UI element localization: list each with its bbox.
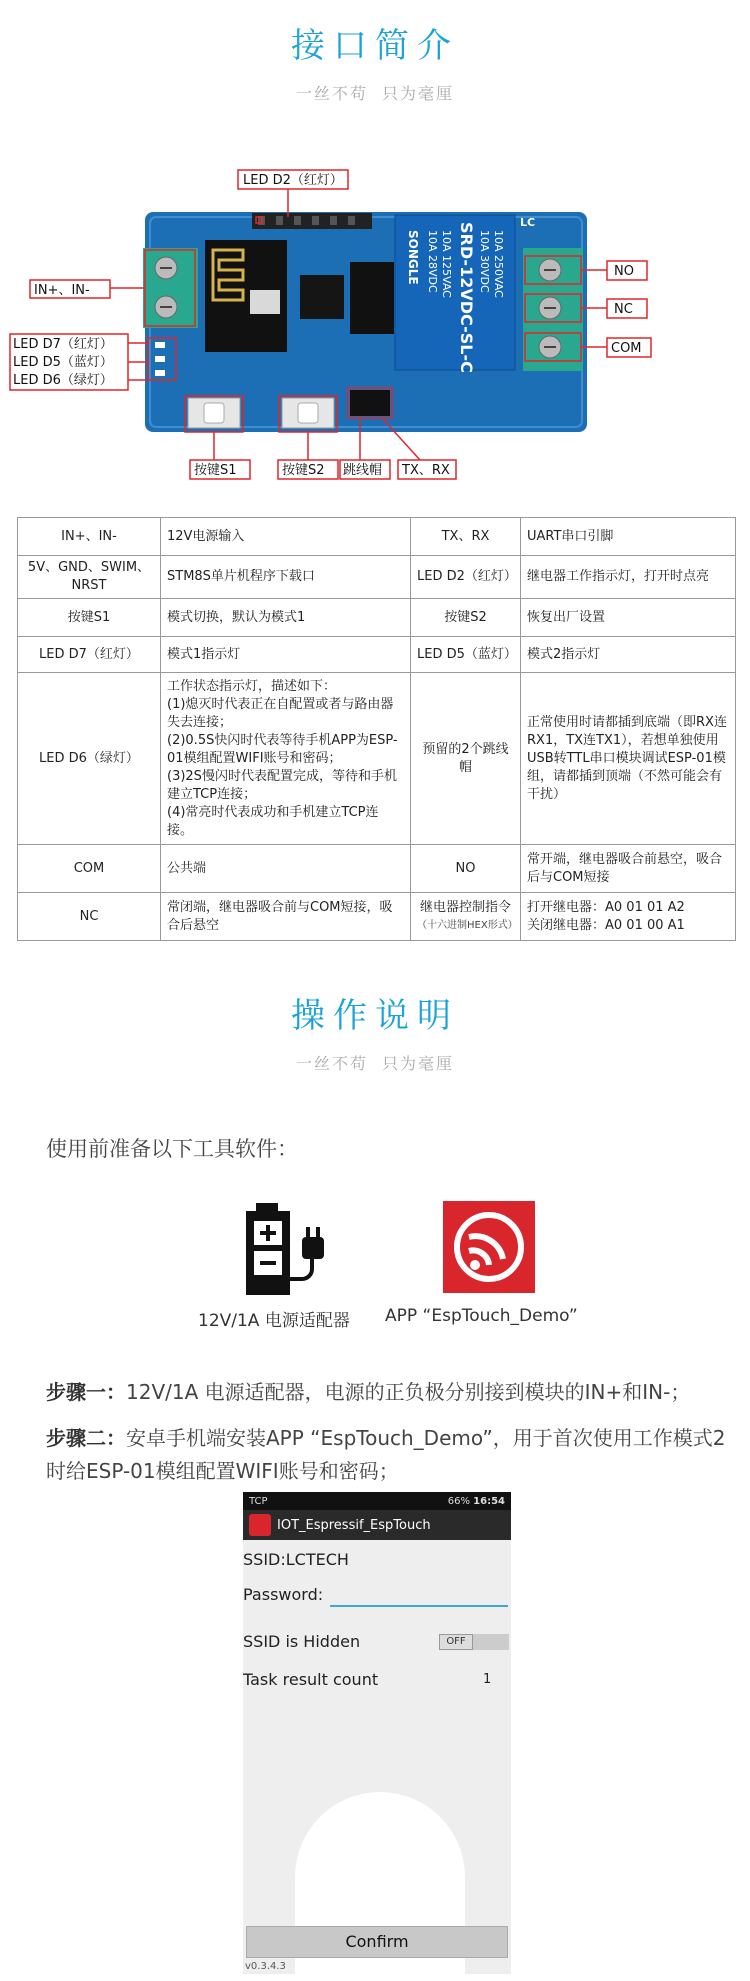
prep-text: 使用前准备以下工具软件：	[46, 1137, 298, 1161]
table-row	[18, 599, 736, 637]
table-row	[18, 556, 736, 599]
app-label: APP “EspTouch_Demo”	[385, 1306, 578, 1326]
section-title: 操作说明	[291, 996, 459, 1036]
table-cell: 打开继电器：A0 01 01 A2 关闭继电器：A0 01 00 A1	[521, 893, 736, 941]
section-subtitle: 一丝不苟 只为毫厘	[295, 84, 455, 103]
table-cell: LED D5（蓝灯）	[411, 637, 521, 673]
status-left: TCP	[249, 1495, 268, 1507]
confirm-button[interactable]: Confirm	[246, 1926, 508, 1958]
jumper-graphic	[350, 390, 390, 416]
table-cell: 常开端，继电器吸合前悬空，吸合后与COM短接	[521, 845, 736, 893]
password-input[interactable]	[330, 1605, 508, 1607]
label-led-d5: LED D5（蓝灯）	[13, 355, 113, 370]
status-bar	[243, 1492, 511, 1510]
table-cell: 12V电源输入	[161, 518, 411, 556]
task-count-label: Task result count	[243, 1670, 379, 1689]
lc-mark: LC	[520, 216, 536, 229]
table-cell: UART串口引脚	[521, 518, 736, 556]
relay-brand: SONGLE	[406, 230, 420, 285]
esptouch-logo-icon	[249, 1514, 271, 1536]
relay-text-2: 10A 30VDC	[478, 230, 491, 293]
section-subtitle: 一丝不苟 只为毫厘	[295, 1054, 455, 1073]
power-adapter-label: 12V/1A 电源适配器	[198, 1311, 350, 1331]
table-row	[18, 845, 736, 893]
section-title: 接口简介	[291, 26, 459, 66]
table-cell: 按键S1	[18, 599, 161, 637]
ssid-hidden-toggle[interactable]: OFF	[439, 1634, 509, 1650]
table-row	[18, 518, 736, 556]
app-title: IOT_Espressif_EspTouch	[277, 1517, 431, 1533]
table-cell: 模式切换，默认为模式1	[161, 599, 411, 637]
table-row	[18, 673, 736, 845]
interface-spec-table	[17, 517, 736, 941]
relay-text-4: 10A 125VAC	[440, 230, 453, 298]
ssid-hidden-label: SSID is Hidden	[243, 1632, 361, 1651]
label-key-s1: 按键S1	[194, 463, 237, 478]
section-header-operation	[0, 988, 750, 1074]
mcu-chip	[300, 275, 344, 319]
label-in: IN+、IN-	[34, 283, 90, 298]
password-label: Password:	[243, 1585, 324, 1604]
section-header-interface	[0, 18, 750, 104]
table-cell: 工作状态指示灯，描述如下： (1)熄灭时代表正在自配置或者与路由器失去连接； (2)0.5S快闪时代表等待手机APP为ESP-01模组配置WIFI账号和密码； (3)2S慢闪时代表配置完成，等待和手机建立TCP连接； (4)常亮时代表成功和手机建立TCP连接。	[161, 673, 411, 845]
relay-model: SRD-12VDC-SL-C	[457, 222, 476, 373]
table-cell: 模式2指示灯	[521, 637, 736, 673]
app-bar	[243, 1510, 511, 1540]
table-cell: STM8S单片机程序下载口	[161, 556, 411, 599]
relay-board-illustration	[0, 160, 750, 490]
label-nc: NC	[614, 302, 633, 317]
table-cell: LED D2（红灯）	[411, 556, 521, 599]
label-txrx: TX、RX	[402, 463, 450, 478]
table-cell: 继电器控制指令 （十六进制HEX形式）	[411, 893, 521, 941]
table-cell: COM	[18, 845, 161, 893]
ssid-label: SSID:LCTECH	[243, 1550, 349, 1569]
table-cell: 继电器工作指示灯，打开时点亮	[521, 556, 736, 599]
table-cell: NC	[18, 893, 161, 941]
power-adapter-icon	[242, 1203, 332, 1295]
label-key-s2: 按键S2	[282, 463, 325, 478]
table-cell: 按键S2	[411, 599, 521, 637]
table-row	[18, 893, 736, 941]
table-cell: LED D6（绿灯）	[18, 673, 161, 845]
step-1: 步骤一：12V/1A 电源适配器，电源的正负极分别接到模块的IN+和IN-；	[46, 1380, 691, 1404]
table-cell: 5V、GND、SWIM、NRST	[18, 556, 161, 599]
label-com: COM	[611, 341, 642, 356]
label-led-d7: LED D7（红灯）	[13, 337, 113, 352]
relay-text-1: 10A 250VAC	[492, 230, 505, 298]
table-cell: LED D7（红灯）	[18, 637, 161, 673]
esptouch-app-icon	[443, 1201, 535, 1293]
battery-level: 66%	[447, 1495, 470, 1507]
table-cell: TX、RX	[411, 518, 521, 556]
label-no: NO	[614, 264, 634, 279]
label-led-d6: LED D6（绿灯）	[13, 373, 113, 388]
version-text: v0.3.4.3	[245, 1961, 286, 1972]
table-cell: 恢复出厂设置	[521, 599, 736, 637]
table-cell: 模式1指示灯	[161, 637, 411, 673]
table-cell: 公共端	[161, 845, 411, 893]
table-cell: NO	[411, 845, 521, 893]
table-cell: 预留的2个跳线帽	[411, 673, 521, 845]
task-count-select[interactable]: 1	[483, 1672, 492, 1687]
table-row	[18, 637, 736, 673]
label-jumper: 跳线帽	[343, 463, 383, 478]
relay-text-5: 10A 28VDC	[426, 230, 439, 293]
clock: 16:54	[473, 1495, 505, 1507]
table-cell: 常闭端，继电器吸合前与COM短接，吸合后悬空	[161, 893, 411, 941]
label-led-d2: LED D2（红灯）	[243, 173, 343, 188]
phone-screenshot	[243, 1492, 511, 1974]
table-cell: 正常使用时请都插到底端（即RX连RX1，TX连TX1），若想单独使用USB转TTL串口模块调试ESP-01模组，请都插到顶端（不然可能会有干扰）	[521, 673, 736, 845]
header-pins	[252, 213, 372, 229]
step-2: 步骤二：安卓手机端安装APP “EspTouch_Demo”，用于首次使用工作模式2时给ESP-01模组配置WIFI账号和密码；	[46, 1426, 726, 1483]
table-cell: IN+、IN-	[18, 518, 161, 556]
